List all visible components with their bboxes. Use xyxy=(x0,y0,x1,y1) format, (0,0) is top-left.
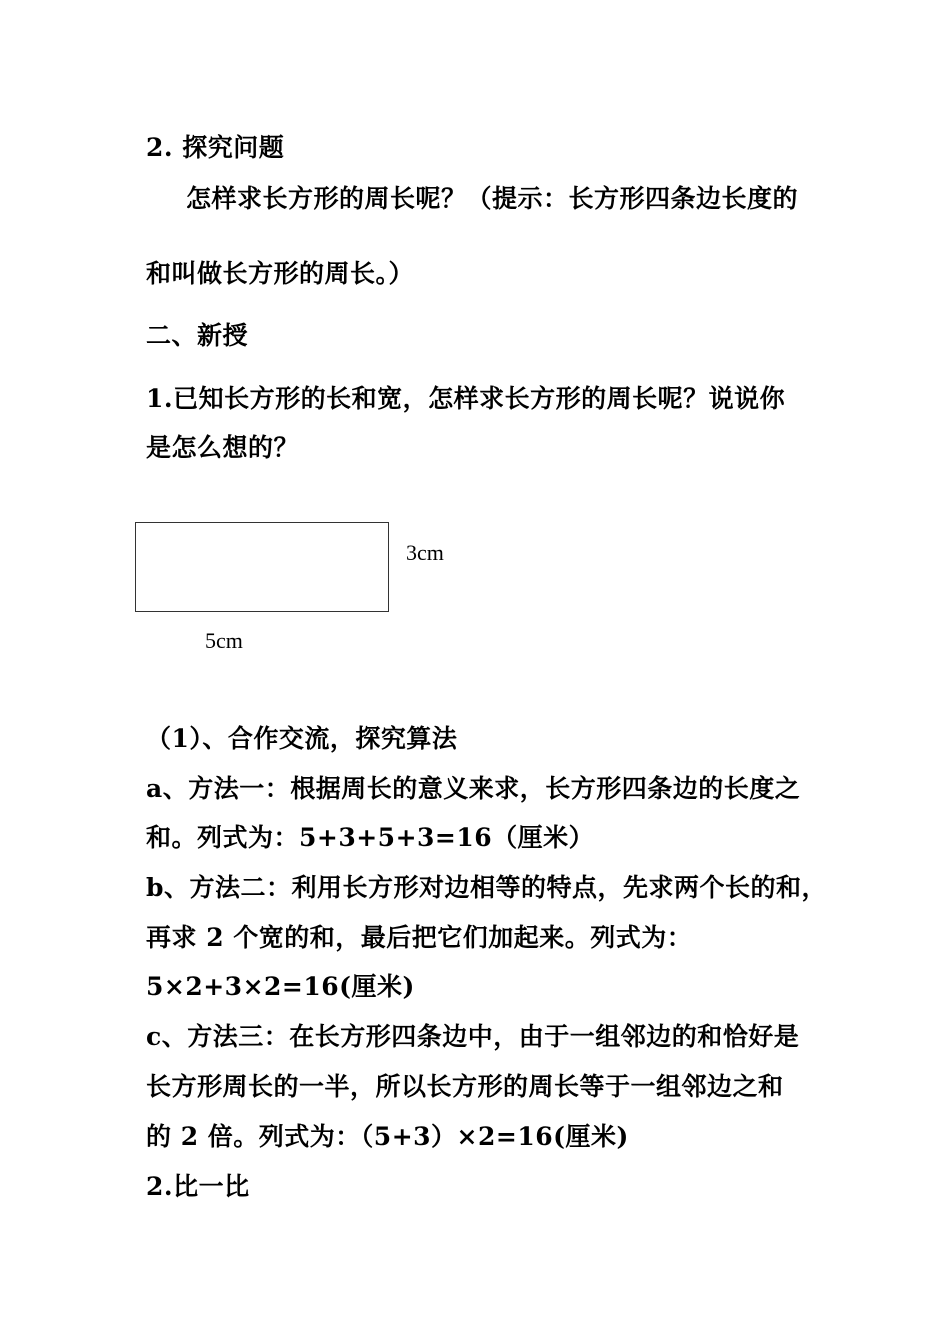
method-b-line-1: b、方法二：利用长方形对边相等的特点，先求两个长的和， xyxy=(146,873,827,902)
method-a-line-1: a、方法一：根据周长的意义来求，长方形四条边的长度之 xyxy=(146,774,801,803)
method-c-line-3: 的 2 倍。列式为：（5+3）×2=16(厘米) xyxy=(146,1122,629,1151)
question-line-1: 怎样求长方形的周长呢？（提示：长方形四条边长度的 xyxy=(186,184,799,213)
rectangle-figure xyxy=(135,522,389,612)
method-a-line-2: 和。列式为：5+3+5+3=16（厘米） xyxy=(146,823,595,852)
section-heading-new-lesson: 二、新授 xyxy=(146,321,249,350)
length-label: 5cm xyxy=(205,628,243,653)
method-b-line-3: 5×2+3×2=16(厘米) xyxy=(146,972,415,1001)
section-heading-explore: 2. 探究问题 xyxy=(146,133,285,162)
item-1-line-2: 是怎么想的？ xyxy=(146,433,300,462)
compare-heading: 2.比一比 xyxy=(146,1172,250,1201)
item-1-line-1: 1.已知长方形的长和宽，怎样求长方形的周长呢？说说你 xyxy=(146,384,786,413)
cooperate-heading: （1）、合作交流，探究算法 xyxy=(146,724,458,753)
method-c-line-2: 长方形周长的一半，所以长方形的周长等于一组邻边之和 xyxy=(146,1072,784,1101)
question-line-2: 和叫做长方形的周长。） xyxy=(146,259,415,288)
method-c-line-1: c、方法三：在长方形四条边中，由于一组邻边的和恰好是 xyxy=(146,1022,800,1051)
width-label: 3cm xyxy=(406,540,444,565)
method-b-line-2: 再求 2 个宽的和，最后把它们加起来。列式为： xyxy=(146,923,693,952)
